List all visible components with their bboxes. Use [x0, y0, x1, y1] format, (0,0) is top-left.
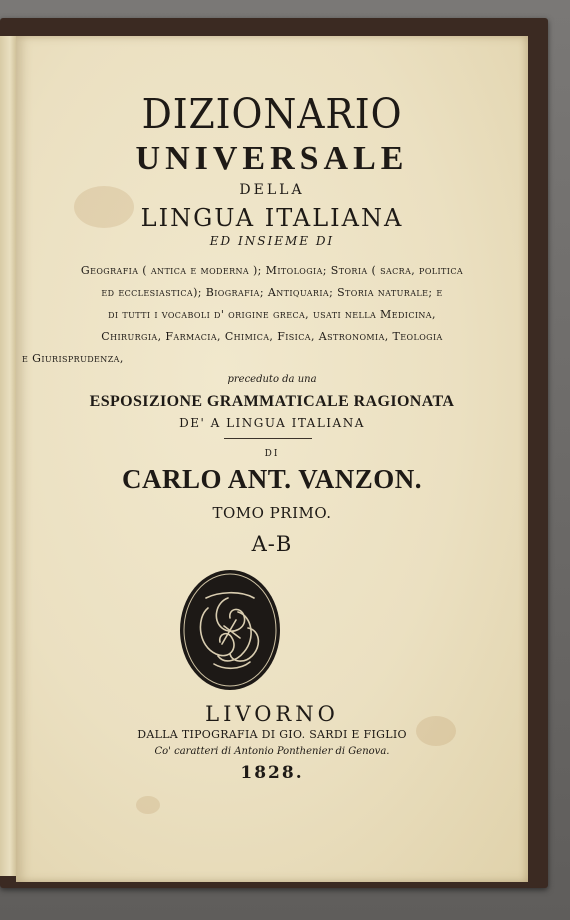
divider-rule	[224, 438, 312, 439]
title-page	[16, 36, 528, 882]
subjects-line: Geografia ( antica e moderna ); Mitologia; Storia ( sacra, politica	[80, 264, 464, 277]
imprint-typefaces: Co' caratteri di Antonio Ponthenier di Genova.	[154, 746, 390, 757]
subjects-line: Chirurgia, Farmacia, Chimica, Fisica, Astronomia, Teologia	[101, 330, 443, 343]
title-universale: UNIVERSALE	[135, 140, 409, 177]
imprint-year: 1828.	[240, 763, 304, 783]
imprint-printer: DALLA TIPOGRAFIA DI GIO. SARDI E FIGLIO	[137, 728, 407, 741]
imprint-city: LIVORNO	[205, 702, 339, 726]
letters-range: A-B	[251, 532, 293, 556]
title-ed-insieme-di: ED INSIEME DI	[209, 234, 335, 248]
preceded-by-text: preceduto da una	[227, 374, 317, 385]
stain	[136, 796, 160, 814]
title-lingua-italiana: LINGUA ITALIANA	[140, 204, 404, 232]
subjects-line: e Giurisprudenza,	[22, 352, 124, 365]
exposition-title: ESPOSIZIONE GRAMMATICALE RAGIONATA	[89, 393, 455, 410]
printer-monogram-seal-icon	[178, 568, 282, 692]
subjects-line: ed ecclesiastica); Biografia; Antiquaria; Storia naturale; e	[101, 286, 443, 299]
exposition-subtitle: DE' A LINGUA ITALIANA	[179, 416, 365, 430]
by-text: DI	[264, 449, 280, 459]
author-name: CARLO ANT. VANZON.	[121, 464, 423, 494]
volume-label: TOMO PRIMO.	[212, 504, 332, 522]
subjects-line: di tutti i vocaboli d' origine greca, usati nella Medicina,	[108, 308, 436, 321]
title-dizionario: DIZIONARIO	[141, 90, 403, 138]
title-della: DELLA	[239, 182, 305, 198]
